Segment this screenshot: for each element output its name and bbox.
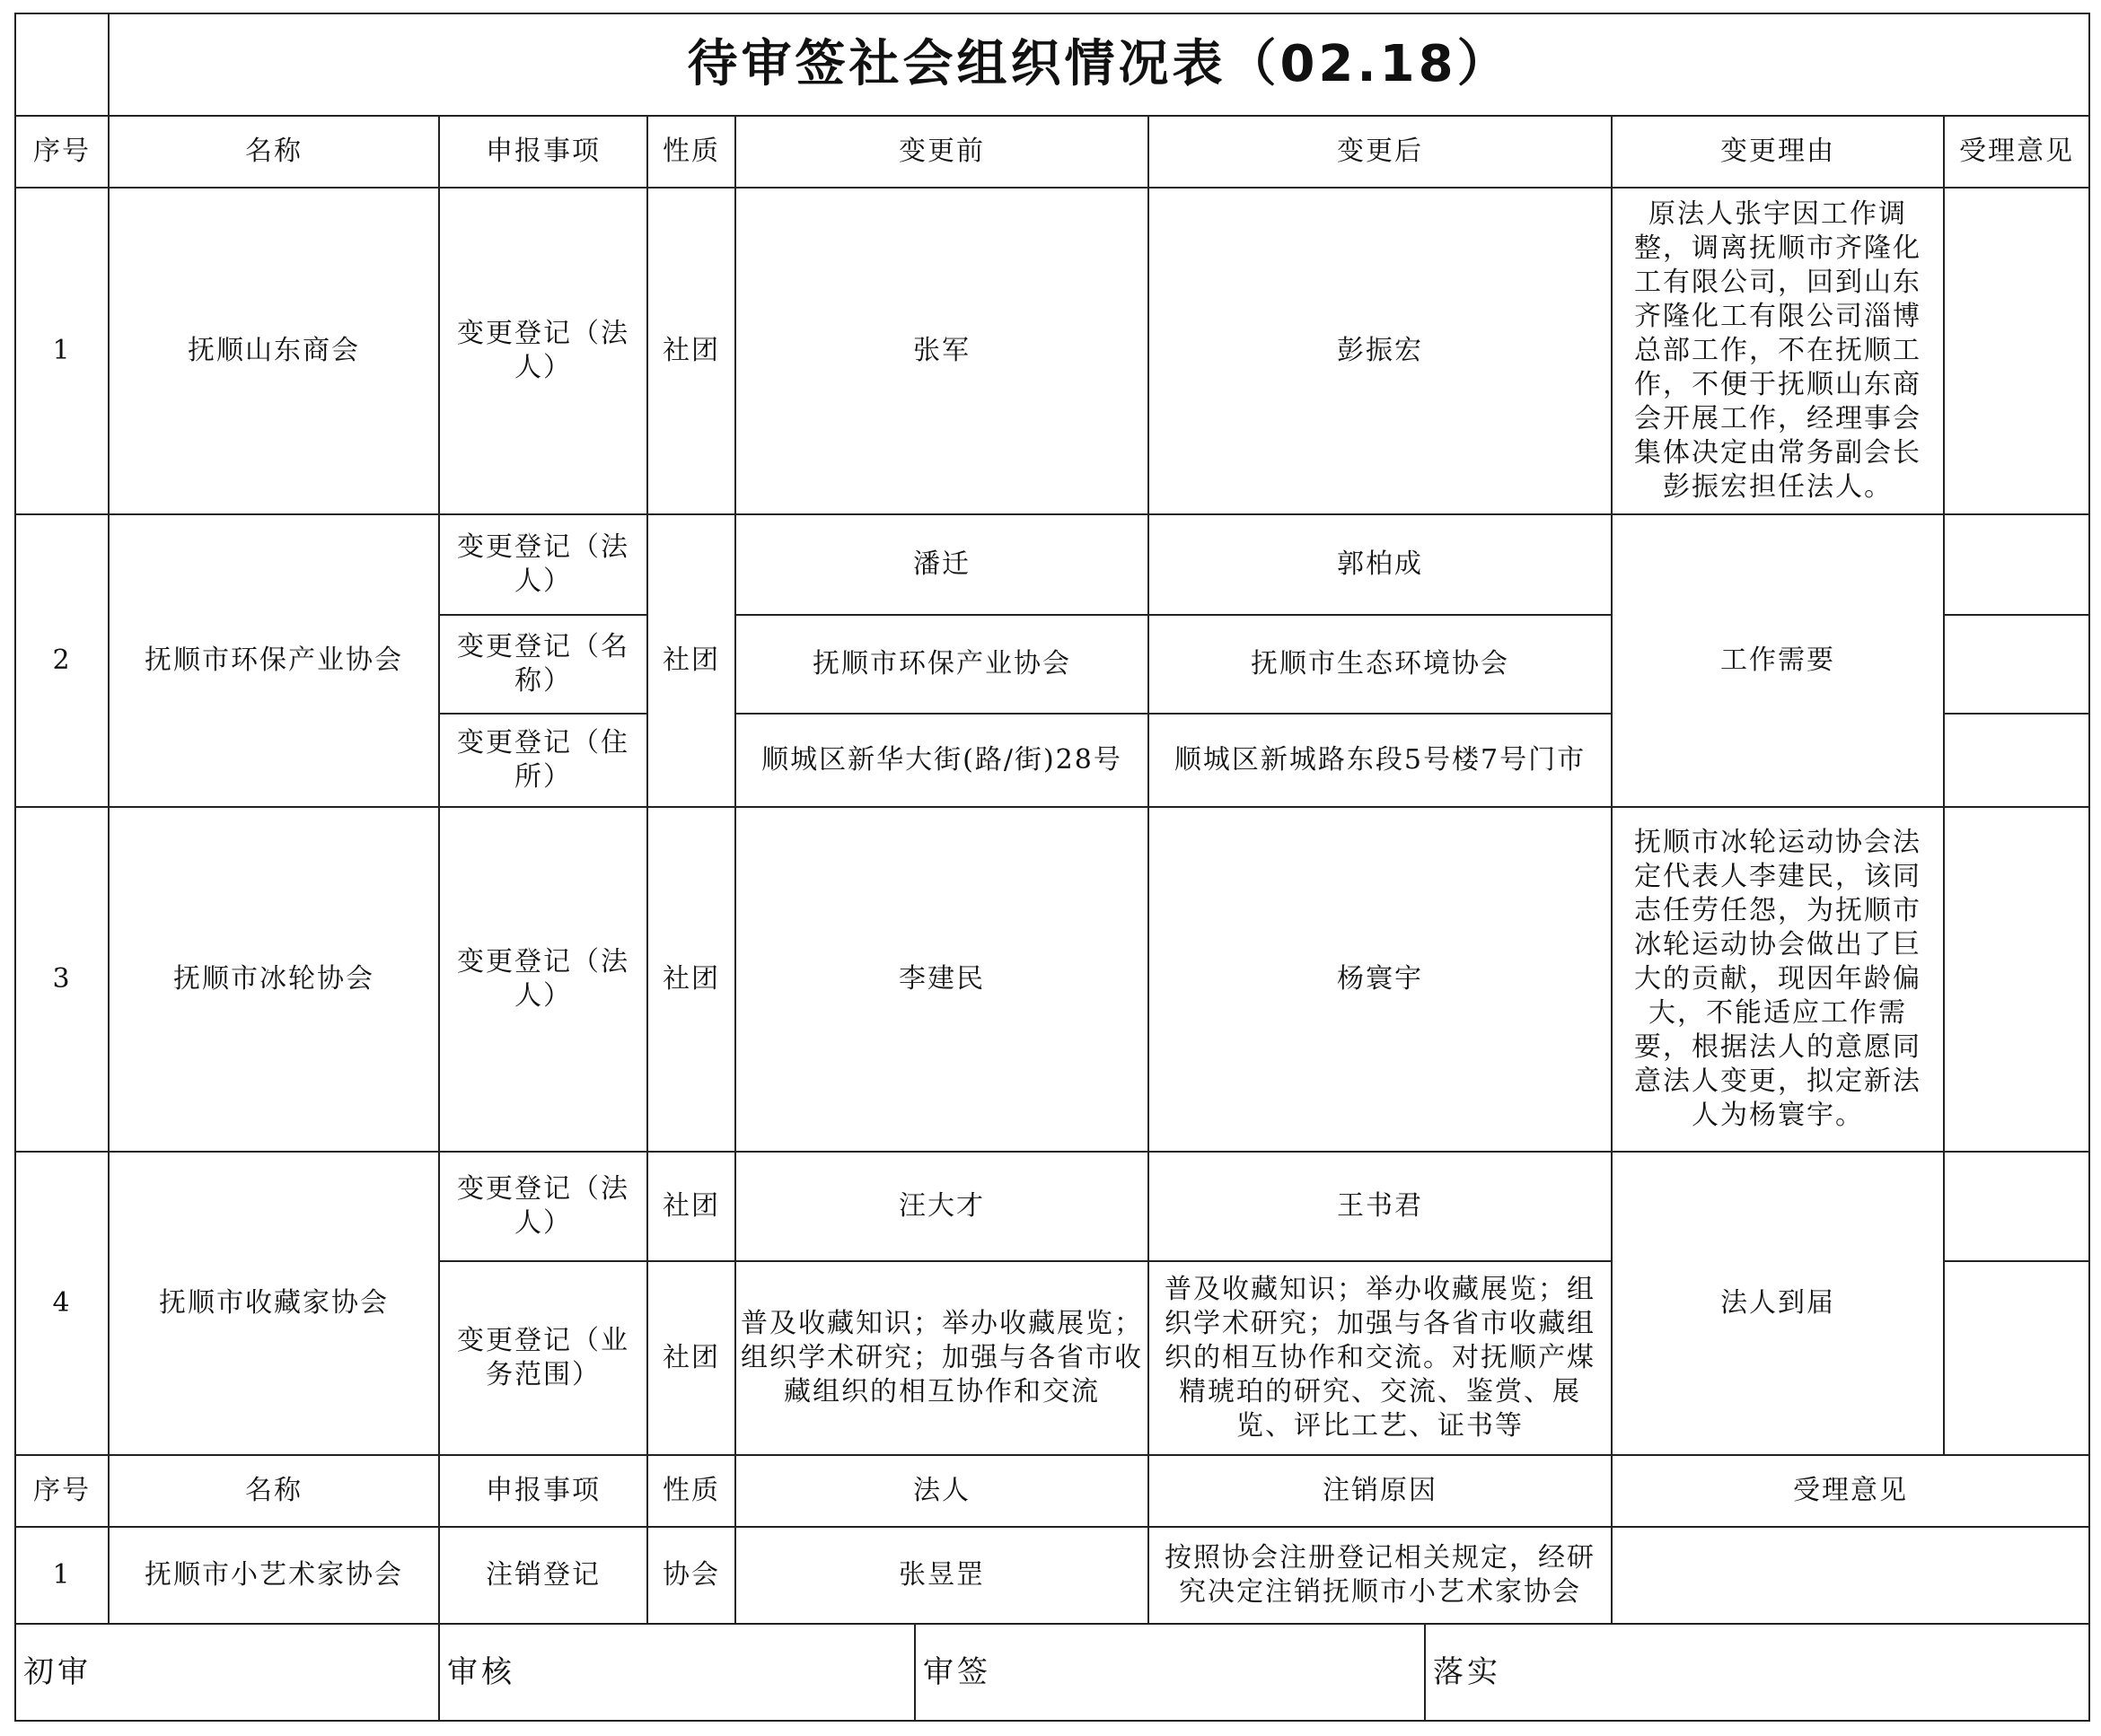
form-sheet xyxy=(14,13,2088,1722)
row-opinion[interactable] xyxy=(1944,615,2089,714)
row-before: 汪大才 xyxy=(735,1152,1148,1261)
signoff-row xyxy=(15,1624,2089,1721)
row-item: 变更登记（法人） xyxy=(439,514,647,615)
row-item: 变更登记（法人） xyxy=(439,188,647,514)
signoff-implement: 落实 xyxy=(1425,1624,2089,1721)
cancel-header-reason: 注销原因 xyxy=(1148,1455,1612,1527)
row-opinion[interactable] xyxy=(1944,1261,2089,1455)
row-reason: 抚顺市冰轮运动协会法定代表人李建民，该同志任劳任怨，为抚顺市冰轮运动协会做出了巨大的贡献，现因年龄偏大，不能适应工作需要，根据法人的意愿同意法人变更，拟定新法人为杨寰宇。 xyxy=(1612,807,1944,1152)
row-after: 普及收藏知识；举办收藏展览；组织学术研究；加强与各省市收藏组织的相互协作和交流。对抚顺产煤精琥珀的研究、交流、鉴赏、展览、评比工艺、证书等 xyxy=(1148,1261,1612,1455)
table-row xyxy=(15,188,2089,514)
row-opinion[interactable] xyxy=(1944,188,2089,514)
cancel-header-seq: 序号 xyxy=(15,1455,109,1527)
cancel-item: 注销登记 xyxy=(439,1527,647,1624)
cancel-reason: 按照协会注册登记相关规定，经研究决定注销抚顺市小艺术家协会 xyxy=(1148,1527,1612,1624)
row-opinion[interactable] xyxy=(1944,714,2089,807)
cancel-legal: 张昱罡 xyxy=(735,1527,1148,1624)
row-opinion[interactable] xyxy=(1944,807,2089,1152)
row-nature: 社团 xyxy=(647,188,735,514)
signoff-table xyxy=(14,1623,2090,1722)
header-after: 变更后 xyxy=(1148,116,1612,188)
header-row xyxy=(15,116,2089,188)
row-item: 变更登记（法人） xyxy=(439,807,647,1152)
row-name: 抚顺山东商会 xyxy=(109,188,439,514)
row-opinion[interactable] xyxy=(1944,514,2089,615)
header-before: 变更前 xyxy=(735,116,1148,188)
row-before: 顺城区新华大街(路/街)28号 xyxy=(735,714,1148,807)
table-row xyxy=(15,807,2089,1152)
row-after: 抚顺市生态环境协会 xyxy=(1148,615,1612,714)
header-opinion: 受理意见 xyxy=(1944,116,2089,188)
table-row xyxy=(15,514,2089,615)
cancel-row xyxy=(15,1527,2089,1624)
header-name: 名称 xyxy=(109,116,439,188)
cancel-header-row xyxy=(15,1455,2089,1527)
cancel-header-opinion: 受理意见 xyxy=(1612,1455,2089,1527)
cancel-nature: 协会 xyxy=(647,1527,735,1624)
page-title: 待审签社会组织情况表（02.18） xyxy=(109,13,2089,116)
row-after: 杨寰宇 xyxy=(1148,807,1612,1152)
signoff-review: 审核 xyxy=(439,1624,915,1721)
row-before: 潘迁 xyxy=(735,514,1148,615)
row-nature: 社团 xyxy=(647,807,735,1152)
header-item: 申报事项 xyxy=(439,116,647,188)
cancel-header-item: 申报事项 xyxy=(439,1455,647,1527)
row-after: 王书君 xyxy=(1148,1152,1612,1261)
row-nature: 社团 xyxy=(647,514,735,807)
row-reason: 法人到届 xyxy=(1612,1152,1944,1455)
row-seq: 4 xyxy=(15,1152,109,1455)
title-row xyxy=(15,13,2089,116)
row-nature: 社团 xyxy=(647,1261,735,1455)
row-seq: 3 xyxy=(15,807,109,1152)
row-before: 普及收藏知识；举办收藏展览；组织学术研究；加强与各省市收藏组织的相互协作和交流 xyxy=(735,1261,1148,1455)
cancel-opinion[interactable] xyxy=(1612,1527,2089,1624)
row-item: 变更登记（法人） xyxy=(439,1152,647,1261)
row-before: 张军 xyxy=(735,188,1148,514)
row-item: 变更登记（住所） xyxy=(439,714,647,807)
header-seq: 序号 xyxy=(15,116,109,188)
signoff-first-review: 初审 xyxy=(15,1624,439,1721)
cancel-header-nature: 性质 xyxy=(647,1455,735,1527)
row-item: 变更登记（业务范围） xyxy=(439,1261,647,1455)
row-after: 彭振宏 xyxy=(1148,188,1612,514)
row-item: 变更登记（名称） xyxy=(439,615,647,714)
header-nature: 性质 xyxy=(647,116,735,188)
row-after: 郭柏成 xyxy=(1148,514,1612,615)
row-name: 抚顺市环保产业协会 xyxy=(109,514,439,807)
cancel-header-name: 名称 xyxy=(109,1455,439,1527)
cancel-header-legal: 法人 xyxy=(735,1455,1148,1527)
title-corner xyxy=(15,13,109,116)
row-after: 顺城区新城路东段5号楼7号门市 xyxy=(1148,714,1612,807)
cancel-seq: 1 xyxy=(15,1527,109,1624)
row-seq: 1 xyxy=(15,188,109,514)
row-before: 抚顺市环保产业协会 xyxy=(735,615,1148,714)
row-name: 抚顺市冰轮协会 xyxy=(109,807,439,1152)
signoff-approve: 审签 xyxy=(915,1624,1425,1721)
row-seq: 2 xyxy=(15,514,109,807)
row-reason: 原法人张宇因工作调整，调离抚顺市齐隆化工有限公司，回到山东齐隆化工有限公司淄博总部工作，不在抚顺工作，不便于抚顺山东商会开展工作，经理事会集体决定由常务副会长彭振宏担任法人。 xyxy=(1612,188,1944,514)
row-name: 抚顺市收藏家协会 xyxy=(109,1152,439,1455)
row-before: 李建民 xyxy=(735,807,1148,1152)
row-reason: 工作需要 xyxy=(1612,514,1944,807)
header-reason: 变更理由 xyxy=(1612,116,1944,188)
main-table xyxy=(14,13,2090,1625)
cancel-name: 抚顺市小艺术家协会 xyxy=(109,1527,439,1624)
row-nature: 社团 xyxy=(647,1152,735,1261)
row-opinion[interactable] xyxy=(1944,1152,2089,1261)
table-row xyxy=(15,1152,2089,1261)
